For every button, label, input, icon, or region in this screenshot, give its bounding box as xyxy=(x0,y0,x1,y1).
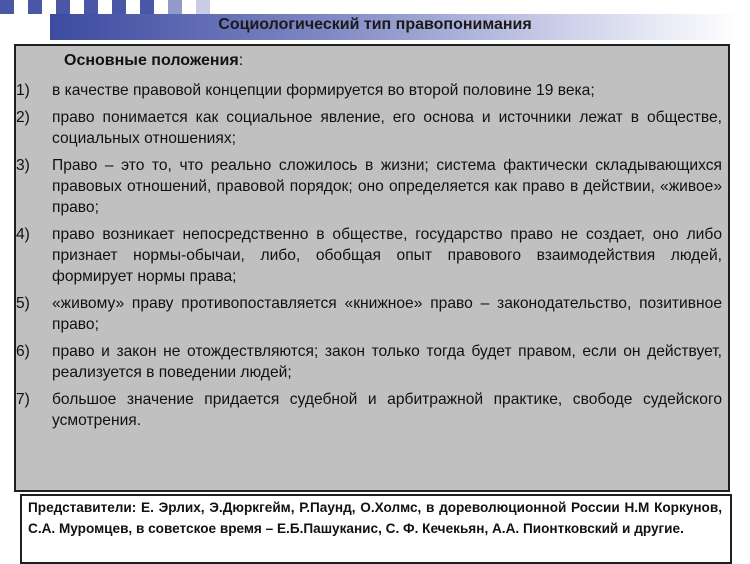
list-item-text: «живому» праву противопоставляется «книжное» право – законодательство, позитивное право; xyxy=(52,295,722,333)
list-item-number: 3) xyxy=(16,157,30,174)
list-item-text: право и закон не отождествляются; закон только тогда будет правом, если он действует, реализуется в поведении людей; xyxy=(52,343,722,381)
list-item xyxy=(16,341,722,383)
list-item-number: 4) xyxy=(16,226,30,243)
list-item-text: большое значение придается судебной и арбитражной практике, свободе судейского усмотрения. xyxy=(52,391,722,429)
list-item-text: в качестве правовой концепции формируется во второй половине 19 века; xyxy=(52,82,595,99)
representatives-text: Представители: Е. Эрлих, Э.Дюркгейм, Р.Паунд, О.Холмс, в дореволюционной России Н.М Коркунов, С.А. Муромцев, в советское время – Е.Б.Пашуканис, С. Ф. Кечекьян, А.А. Пионтковский и другие. xyxy=(28,500,722,536)
list-item xyxy=(16,293,722,335)
list-item-number: 1) xyxy=(16,82,30,99)
list-item-number: 6) xyxy=(16,343,30,360)
list-item xyxy=(16,155,722,218)
list-item-text: Право – это то, что реально сложилось в жизни; система фактически складывающихся правовых отношений, правовой порядок; оно определяется как право в действии, «живое» право; xyxy=(52,157,722,216)
list-item xyxy=(16,224,722,287)
list-item xyxy=(16,389,722,431)
list-item-text: право понимается как социальное явление, его основа и источники лежат в обществе, социальных отношениях; xyxy=(52,109,722,147)
list-item xyxy=(16,107,722,149)
provisions-list xyxy=(16,80,722,437)
subheading-colon: : xyxy=(238,52,244,69)
list-item-number: 5) xyxy=(16,295,30,312)
slide-title: Социологический тип правопонимания xyxy=(218,16,532,33)
list-item-number: 7) xyxy=(16,391,30,408)
list-item xyxy=(16,80,722,101)
list-item-text: право возникает непосредственно в обществе, государство право не создает, оно либо признает нормы-обычаи, либо, обобщая опыт правового взаимодействия людей, формирует нормы права; xyxy=(52,226,722,285)
subheading xyxy=(64,52,243,70)
subheading-text: Основные положения xyxy=(64,52,239,69)
list-item-number: 2) xyxy=(16,109,30,126)
